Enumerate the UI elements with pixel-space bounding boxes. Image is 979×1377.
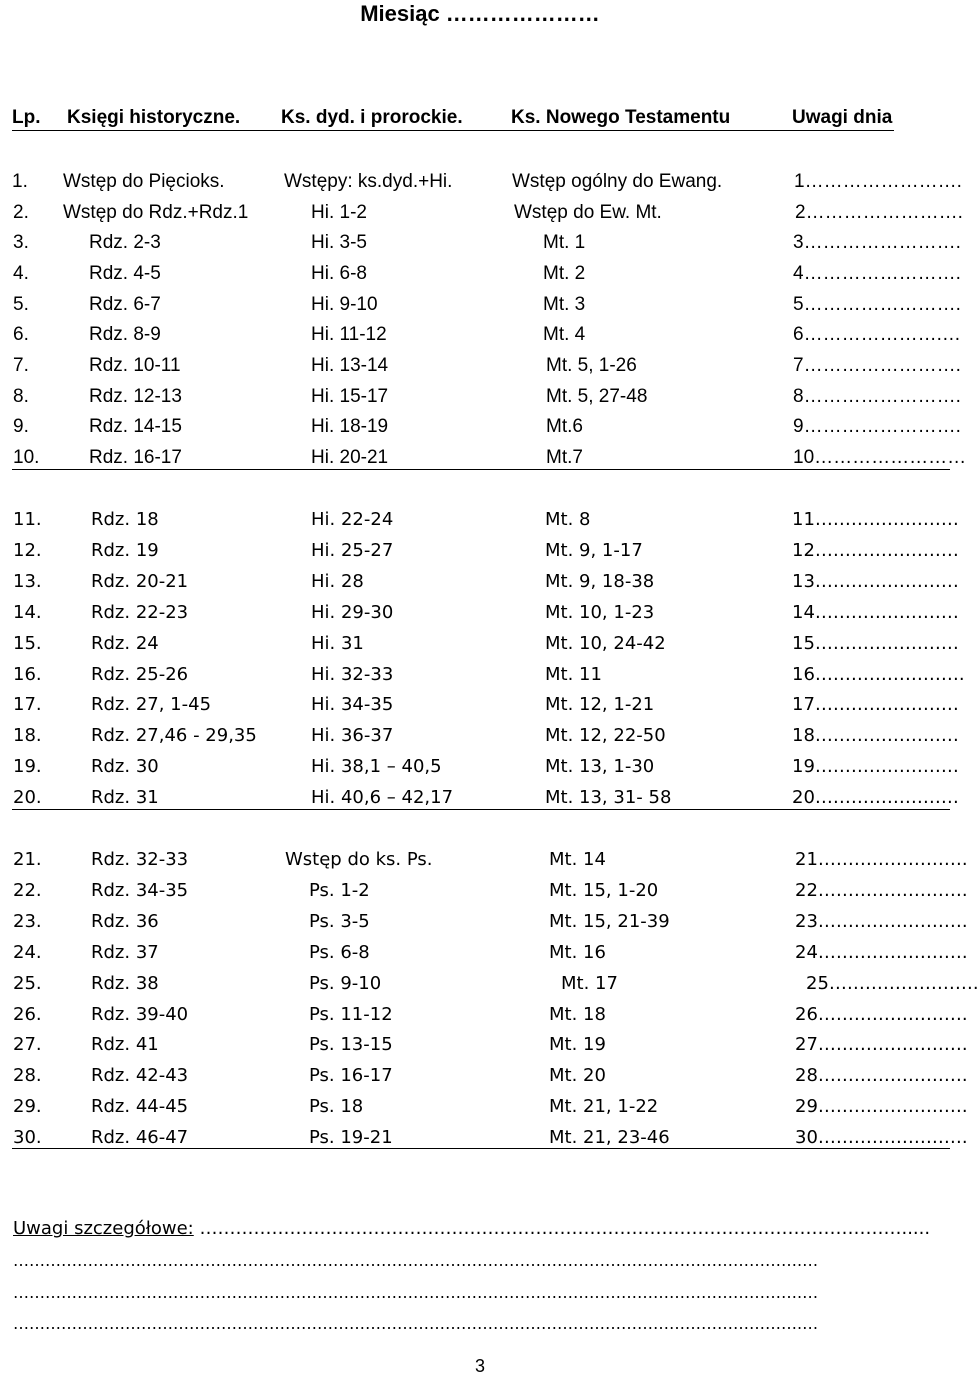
table-row [0, 600, 960, 626]
day-note: 20…………………… [792, 787, 959, 808]
new-testament-reading: Mt. 10, 1-23 [545, 602, 655, 623]
didactic-reading: Hi. 31 [311, 633, 364, 654]
day-note: 11…………………… [792, 509, 959, 530]
day-note: 7……………………. [793, 355, 961, 376]
row-number: 25. [13, 973, 42, 994]
header-daily-notes: Uwagi dnia [792, 107, 893, 128]
row-number: 21. [13, 849, 42, 870]
didactic-reading: Hi. 36-37 [311, 725, 394, 746]
didactic-reading: Wstęp do ks. Ps. [285, 849, 433, 870]
day-note: 4……………………. [793, 263, 961, 284]
didactic-reading: Ps. 19-21 [309, 1127, 393, 1148]
new-testament-reading: Mt. 10, 24-42 [545, 633, 666, 654]
row-number: 28. [13, 1065, 42, 1086]
day-note: 2……………………. [795, 202, 963, 223]
new-testament-reading: Mt. 3 [543, 294, 586, 315]
table-row [0, 692, 960, 718]
table-row [0, 507, 960, 533]
new-testament-reading: Mt. 12, 22-50 [545, 725, 666, 746]
day-note: 25……………………. [806, 973, 979, 994]
historical-reading: Rdz. 36 [91, 911, 159, 932]
table-row [0, 261, 960, 287]
historical-reading: Rdz. 27,46 - 29,35 [91, 725, 257, 746]
new-testament-reading: Mt. 5, 27-48 [546, 386, 648, 407]
header-historical-books: Księgi historyczne. [67, 107, 241, 128]
row-number: 6. [13, 324, 29, 345]
didactic-reading: Hi. 11-12 [311, 324, 387, 345]
day-note: 24……………………. [795, 942, 968, 963]
table-row [0, 940, 968, 966]
new-testament-reading: Mt. 15, 1-20 [549, 880, 659, 901]
table-row [0, 322, 960, 348]
historical-reading: Rdz. 2-3 [89, 232, 161, 253]
day-note: 19…………………… [792, 756, 959, 777]
row-number: 23. [13, 911, 42, 932]
row-number: 13. [13, 571, 42, 592]
new-testament-reading: Mt. 15, 21-39 [549, 911, 670, 932]
table-row [0, 662, 965, 688]
notes-dotted-line: ………………………………………………………………………………………………………………………………….… [13, 1283, 819, 1302]
didactic-reading: Hi. 40,6 – 42,17 [311, 787, 454, 808]
new-testament-reading: Mt. 13, 1-30 [545, 756, 655, 777]
day-note: 3……………………. [793, 232, 961, 253]
row-number: 27. [13, 1034, 42, 1055]
didactic-reading: Ps. 16-17 [309, 1065, 393, 1086]
didactic-reading: Ps. 3-5 [309, 911, 370, 932]
new-testament-reading: Mt. 16 [549, 942, 606, 963]
table-row [0, 754, 960, 780]
notes-dotted-line: ………………………………………………………………………………………………………………………………….… [13, 1314, 819, 1333]
historical-reading: Rdz. 46-47 [91, 1127, 189, 1148]
didactic-reading: Hi. 28 [311, 571, 364, 592]
header-didactic-prophetic-books: Ks. dyd. i prorockie. [281, 107, 463, 128]
didactic-reading: Hi. 20-21 [311, 447, 389, 468]
didactic-reading: Ps. 6-8 [309, 942, 370, 963]
new-testament-reading: Mt. 19 [549, 1034, 606, 1055]
day-note: 21……………………. [795, 849, 968, 870]
row-number: 16. [13, 664, 42, 685]
historical-reading: Rdz. 27, 1-45 [91, 694, 212, 715]
new-testament-reading: Mt. 20 [549, 1065, 606, 1086]
historical-reading: Rdz. 41 [91, 1034, 159, 1055]
didactic-reading: Hi. 3-5 [311, 232, 367, 253]
row-number: 9. [13, 416, 29, 437]
didactic-reading: Hi. 32-33 [311, 664, 394, 685]
historical-reading: Rdz. 12-13 [89, 386, 182, 407]
new-testament-reading: Mt. 13, 31- 58 [545, 787, 672, 808]
new-testament-reading: Mt. 17 [561, 973, 618, 994]
row-number: 8. [13, 386, 29, 407]
historical-reading: Rdz. 38 [91, 973, 159, 994]
detailed-notes [13, 1216, 930, 1242]
table-row [0, 384, 960, 410]
new-testament-reading: Mt. 8 [545, 509, 591, 530]
row-number: 5. [13, 294, 29, 315]
historical-reading: Rdz. 31 [91, 787, 159, 808]
row-number: 19. [13, 756, 42, 777]
didactic-reading: Hi. 9-10 [311, 294, 378, 315]
table-row [0, 353, 960, 379]
group-underline [12, 469, 950, 470]
day-note: 12…………………… [792, 540, 959, 561]
table-row [0, 414, 960, 440]
historical-reading: Rdz. 24 [91, 633, 159, 654]
new-testament-reading: Mt. 4 [543, 324, 586, 345]
table-row [0, 723, 960, 749]
table-row [0, 569, 960, 595]
table-row [0, 1094, 968, 1120]
didactic-reading: Hi. 29-30 [311, 602, 394, 623]
day-note: 23……………………. [795, 911, 968, 932]
header-underline [12, 130, 894, 131]
group-underline [12, 809, 950, 810]
new-testament-reading: Mt. 9, 1-17 [545, 540, 643, 561]
row-number: 14. [13, 602, 42, 623]
day-note: 13…………………… [792, 571, 959, 592]
table-row [0, 631, 960, 657]
historical-reading: Rdz. 20-21 [91, 571, 189, 592]
group-underline [12, 1148, 950, 1149]
didactic-reading: Hi. 38,1 – 40,5 [311, 756, 442, 777]
historical-reading: Rdz. 4-5 [89, 263, 161, 284]
row-number: 2. [13, 202, 29, 223]
table-row [0, 878, 968, 904]
didactic-reading: Hi. 13-14 [311, 355, 389, 376]
table-row [0, 1063, 968, 1089]
didactic-reading: Hi. 18-19 [311, 416, 389, 437]
new-testament-reading: Mt. 21, 1-22 [549, 1096, 659, 1117]
didactic-reading: Hi. 6-8 [311, 263, 367, 284]
didactic-reading: Hi. 22-24 [311, 509, 394, 530]
new-testament-reading: Mt.7 [546, 447, 583, 468]
table-row [0, 200, 963, 226]
new-testament-reading: Mt. 9, 18-38 [545, 571, 655, 592]
historical-reading: Rdz. 30 [91, 756, 159, 777]
historical-reading: Wstęp do Rdz.+Rdz.1 [63, 202, 249, 223]
row-number: 20. [13, 787, 42, 808]
header-new-testament-books: Ks. Nowego Testamentu [511, 107, 731, 128]
historical-reading: Rdz. 37 [91, 942, 159, 963]
day-note: 30……………………. [795, 1127, 968, 1148]
page-number: 3 [474, 1356, 485, 1376]
day-note: 26……………………. [795, 1004, 968, 1025]
row-number: 1. [12, 171, 28, 192]
row-number: 17. [13, 694, 42, 715]
didactic-reading: Ps. 13-15 [309, 1034, 393, 1055]
historical-reading: Rdz. 16-17 [89, 447, 182, 468]
historical-reading: Wstęp do Pięcioks. [63, 171, 225, 192]
didactic-reading: Wstępy: ks.dyd.+Hi. [284, 171, 453, 192]
row-number: 4. [13, 263, 29, 284]
day-note: 28……………………. [795, 1065, 968, 1086]
historical-reading: Rdz. 19 [91, 540, 159, 561]
row-number: 10. [13, 447, 40, 468]
day-note: 5……………………. [793, 294, 961, 315]
row-number: 11. [13, 509, 42, 530]
row-number: 30. [13, 1127, 42, 1148]
row-number: 15. [13, 633, 42, 654]
table-row [0, 971, 979, 997]
historical-reading: Rdz. 44-45 [91, 1096, 189, 1117]
new-testament-reading: Mt. 2 [543, 263, 586, 284]
row-number: 22. [13, 880, 42, 901]
day-note: 6………………….… [793, 324, 961, 345]
didactic-reading: Hi. 1-2 [311, 202, 367, 223]
didactic-reading: Ps. 1-2 [309, 880, 370, 901]
table-row [0, 445, 967, 471]
historical-reading: Rdz. 14-15 [89, 416, 182, 437]
day-note: 9……………………. [793, 416, 961, 437]
row-number: 18. [13, 725, 42, 746]
day-note: 15…………………… [792, 633, 959, 654]
day-note: 22……………………. [795, 880, 968, 901]
didactic-reading: Hi. 25-27 [311, 540, 394, 561]
day-note: 17…………………… [792, 694, 959, 715]
historical-reading: Rdz. 39-40 [91, 1004, 189, 1025]
month-title: Miesiąc ………………… [360, 1, 600, 26]
row-number: 26. [13, 1004, 42, 1025]
day-note: 10…………………… [793, 447, 967, 468]
historical-reading: Rdz. 8-9 [89, 324, 161, 345]
new-testament-reading: Wstęp ogólny do Ewang. [512, 171, 723, 192]
detailed-notes-dots: ………………………………………………………………………………………………………..... [199, 1218, 931, 1239]
table-row [0, 230, 960, 256]
new-testament-reading: Mt. 18 [549, 1004, 606, 1025]
historical-reading: Rdz. 22-23 [91, 602, 189, 623]
day-note: 8……………………. [793, 386, 961, 407]
didactic-reading: Ps. 11-12 [309, 1004, 393, 1025]
day-note: 14…………………… [792, 602, 959, 623]
table-row [0, 785, 960, 811]
historical-reading: Rdz. 10-11 [89, 355, 181, 376]
historical-reading: Rdz. 42-43 [91, 1065, 189, 1086]
didactic-reading: Hi. 34-35 [311, 694, 394, 715]
historical-reading: Rdz. 25-26 [91, 664, 189, 685]
new-testament-reading: Mt. 5, 1-26 [546, 355, 637, 376]
new-testament-reading: Mt. 14 [549, 849, 606, 870]
new-testament-reading: Mt.6 [546, 416, 583, 437]
new-testament-reading: Mt. 12, 1-21 [545, 694, 655, 715]
row-number: 24. [13, 942, 42, 963]
notes-dotted-line: ………………………………………………………………………………………………………………………………….… [13, 1251, 819, 1270]
new-testament-reading: Mt. 21, 23-46 [549, 1127, 670, 1148]
historical-reading: Rdz. 18 [91, 509, 159, 530]
table-row [0, 847, 968, 873]
day-note: 29……………………. [795, 1096, 968, 1117]
table-row [0, 1002, 968, 1028]
day-note: 27……………………. [795, 1034, 968, 1055]
table-row [0, 1032, 968, 1058]
didactic-reading: Ps. 9-10 [309, 973, 382, 994]
new-testament-reading: Mt. 11 [545, 664, 602, 685]
table-row [0, 169, 960, 195]
didactic-reading: Ps. 18 [309, 1096, 364, 1117]
row-number: 12. [13, 540, 42, 561]
historical-reading: Rdz. 6-7 [89, 294, 161, 315]
table-row [0, 538, 960, 564]
didactic-reading: Hi. 15-17 [311, 386, 389, 407]
new-testament-reading: Wstęp do Ew. Mt. [514, 202, 662, 223]
row-number: 29. [13, 1096, 42, 1117]
row-number: 7. [13, 355, 29, 376]
day-note: 1……………………. [794, 171, 962, 192]
row-number: 3. [13, 232, 29, 253]
day-note: 16……………………. [792, 664, 965, 685]
historical-reading: Rdz. 34-35 [91, 880, 189, 901]
table-row [0, 292, 960, 318]
historical-reading: Rdz. 32-33 [91, 849, 189, 870]
day-note: 18…………………… [792, 725, 959, 746]
header-lp: Lp. [12, 107, 41, 128]
new-testament-reading: Mt. 1 [543, 232, 586, 253]
detailed-notes-label: Uwagi szczegółowe: [13, 1218, 194, 1239]
table-row [0, 909, 968, 935]
